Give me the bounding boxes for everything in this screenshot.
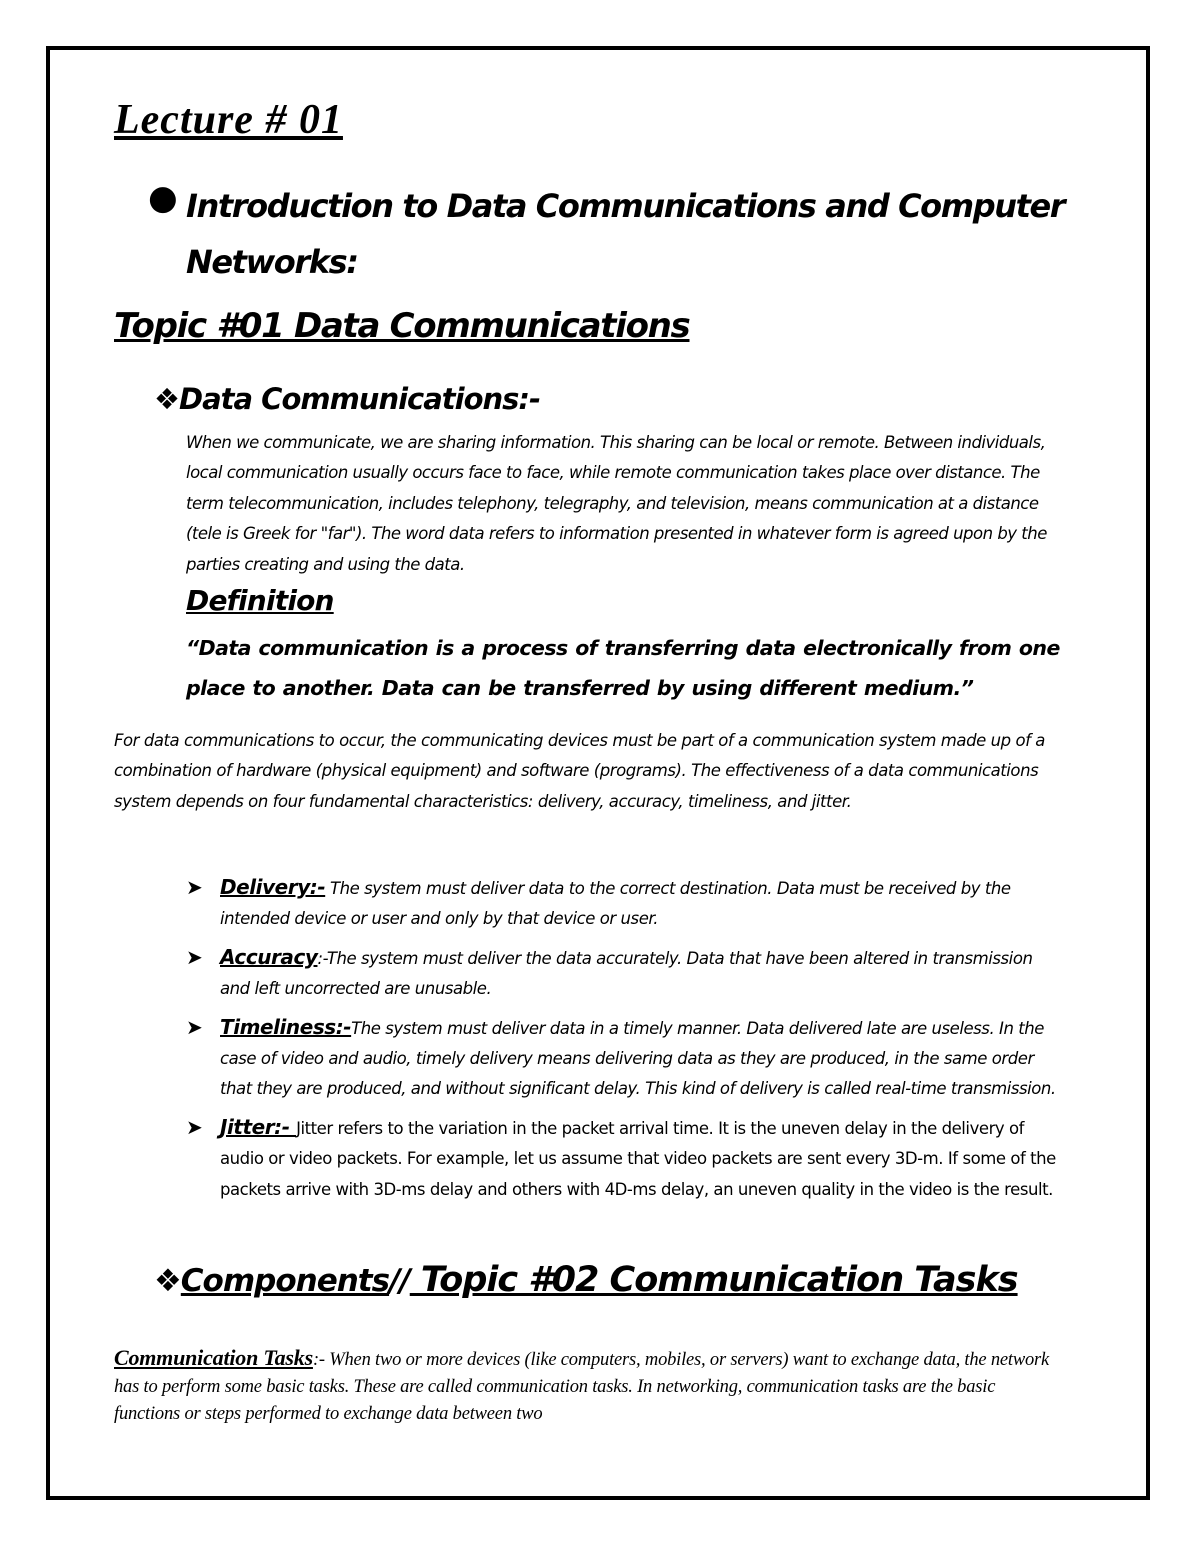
characteristic-term: Timeliness:-: [220, 1014, 352, 1039]
characteristic-term: Accuracy: [220, 944, 318, 969]
diamond-bullet-icon: ❖: [154, 1263, 181, 1299]
characteristic-accuracy: [186, 942, 1056, 1005]
characteristic-timeliness: [186, 1012, 1056, 1105]
arrow-bullet-icon: ➤: [186, 1114, 203, 1139]
arrow-bullet-icon: ➤: [186, 1014, 203, 1039]
characteristic-description: The system must deliver data in a timely manner. Data delivered late are useless. In the case of video and audio, timely delivery means delivering data as they are produced, in the same order that they are produced, and without significant delay. This kind of delivery is called real-time transmission.: [220, 1018, 1056, 1099]
characteristic-term: Delivery:-: [220, 875, 326, 899]
data-communications-heading: [154, 382, 540, 416]
characteristic-delivery: [186, 872, 1056, 935]
characteristic-description: Jitter refers to the variation in the packet arrival time. It is the uneven delay in the delivery of audio or video packets. For example, let us assume that video packets are sent every 3D-m. If some of the packets arrive with 3D-ms delay and others with 4D-ms delay, an uneven quality in the video is the result.: [220, 1118, 1056, 1199]
components-heading: [154, 1260, 1018, 1300]
characteristic-jitter: [186, 1112, 1056, 1205]
characteristic-term: Jitter:-: [220, 1114, 297, 1139]
definition-text: “Data communication is a process of transferring data electronically from one place to another. Data can be transferred by using different medium.”: [186, 636, 1060, 700]
topic-2-heading: Topic #02 Communication Tasks: [409, 1260, 1018, 1300]
topic-1-heading: Topic #01 Data Communications: [114, 306, 690, 346]
communication-tasks-paragraph: [114, 1344, 1054, 1429]
characteristic-description: The system must deliver data to the correct destination. Data must be received by the intended device or user and only by that device or user.: [220, 879, 1011, 929]
components-label: Components: [180, 1263, 390, 1299]
arrow-bullet-icon: ➤: [186, 944, 203, 969]
intro-bullet-icon: ●: [148, 178, 178, 218]
arrow-bullet-icon: ➤: [186, 875, 203, 899]
data-communications-label: Data Communications:-: [179, 382, 541, 416]
characteristics-paragraph: For data communications to occur, the communicating devices must be part of a communication system made up of a combination of hardware (physical equipment) and software (programs). The effectiveness of a data communications system depends on four fundamental characteristics: delivery, accuracy, timeliness, and jitter.: [114, 731, 1045, 811]
lecture-title: Lecture # 01: [114, 97, 343, 143]
diamond-bullet-icon: ❖: [154, 382, 179, 416]
components-separator: //: [389, 1263, 410, 1299]
data-communications-paragraph: When we communicate, we are sharing information. This sharing can be local or remote. Between individuals, local communication usually occurs face to face, while remote communication takes place over distance. The term telecommunication, includes telephony, telegraphy, and television, means communication at a distance (tele is Greek for "far"). The word data refers to information presented in whatever form is agreed upon by the parties creating and using the data.: [186, 433, 1047, 574]
characteristic-description: :-The system must deliver the data accurately. Data that have been altered in transmission and left uncorrected are unusable.: [220, 948, 1033, 999]
intro-heading: Introduction to Data Communications and Computer Networks:: [186, 187, 1065, 281]
communication-tasks-label: Communication Tasks: [114, 1345, 313, 1370]
characteristics-list: [186, 872, 1056, 1212]
definition-heading: Definition: [186, 584, 334, 617]
communication-tasks-text: :- When two or more devices (like computers, mobiles, or servers) want to exchange data, the network has to perform some basic tasks. These are called communication tasks. In networking, communication tasks are the basic functions or steps performed to exchange data between two: [114, 1350, 1050, 1425]
